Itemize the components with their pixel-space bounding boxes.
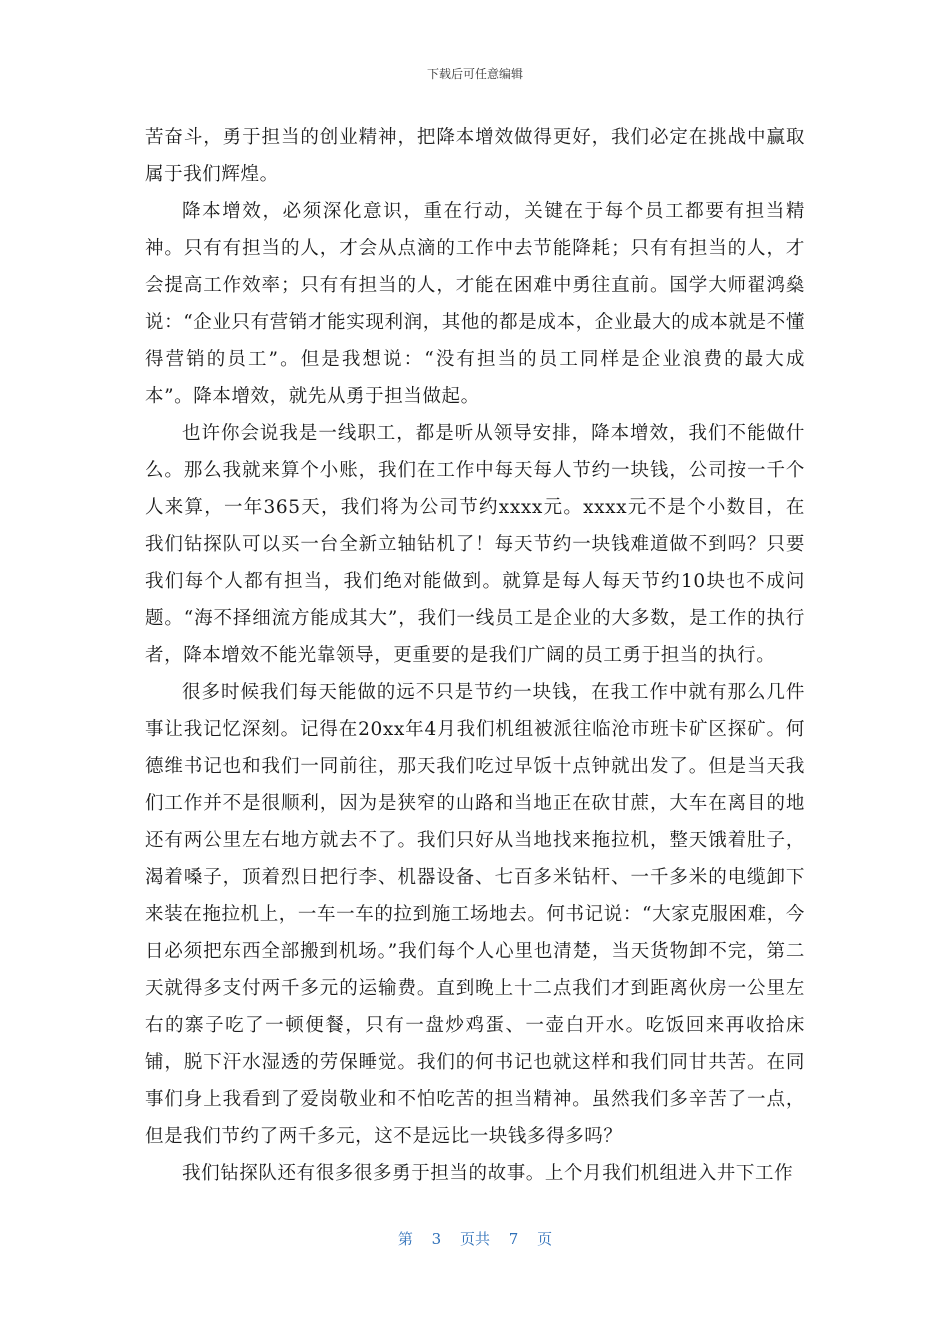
paragraph-continued: 苦奋斗，勇于担当的创业精神，把降本增效做得更好，我们必定在挑战中赢取属于我们辉煌。 (145, 127, 805, 185)
paragraph: 也许你会说我是一线职工，都是听从领导安排，降本增效，我们不能做什么。那么我就来算个小账，我们在工作中每天每人节约一块钱，公司按一千个人来算，一年365天，我们将为公司节约xxxx元。xxxx元不是个小数目，在我们钻探队可以买一台全新立轴钻机了！每天节约一块钱难道做不到吗？只要我们每个人都有担当，我们绝对能做到。就算是每人每天节约10块也不成问题。“海不择细流方能成其大”，我们一线员工是企业的大多数，是工作的执行者，降本增效不能光靠领导，更重要的是我们广阔的员工勇于担当的执行。 (145, 423, 805, 666)
paragraph: 降本增效，必须深化意识，重在行动，关键在于每个员工都要有担当精神。只有有担当的人，才会从点滴的工作中去节能降耗；只有有担当的人，才会提高工作效率；只有有担当的人，才能在困难中勇往直前。国学大师翟鸿燊说：“企业只有营销才能实现利润，其他的都是成本，企业最大的成本就是不懂得营销的员工”。但是我想说：“没有担当的员工同样是企业浪费的最大成本”。降本增效，就先从勇于担当做起。 (145, 201, 805, 407)
page-header: 下载后可任意编辑 (426, 67, 523, 81)
document-body (145, 119, 805, 1192)
paragraph: 很多时候我们每天能做的远不只是节约一块钱，在我工作中就有那么几件事让我记忆深刻。记得在20xx年4月我们机组被派往临沧市班卡矿区探矿。何德维书记也和我们一同前往，那天我们吃过早饭十点钟就出发了。但是当天我们工作并不是很顺利，因为是狭窄的山路和当地正在砍甘蔗，大车在离目的地还有两公里左右地方就去不了。我们只好从当地找来拖拉机，整天饿着肚子，渴着嗓子，顶着烈日把行李、机器设备、七百多米钻杆、一千多米的电缆卸下来装在拖拉机上，一车一车的拉到施工场地去。何书记说：“大家克服困难，今日必须把东西全部搬到机场。”我们每个人心里也清楚，当天货物卸不完，第二天就得多支付两千多元的运输费。直到晚上十二点我们才到距离伙房一公里左右的寨子吃了一顿便餐，只有一盘炒鸡蛋、一壶白开水。吃饭回来再收拾床铺，脱下汗水湿透的劳保睡觉。我们的何书记也就这样和我们同甘共苦。在同事们身上我看到了爱岗敬业和不怕吃苦的担当精神。虽然我们多辛苦了一点，但是我们节约了两千多元，这不是远比一块钱多得多吗？ (145, 682, 805, 1147)
paragraph: 我们钻探队还有很多很多勇于担当的故事。上个月我们机组进入井下工作 (182, 1163, 794, 1184)
page-footer: 第 3 页共 7 页 (397, 1230, 553, 1248)
